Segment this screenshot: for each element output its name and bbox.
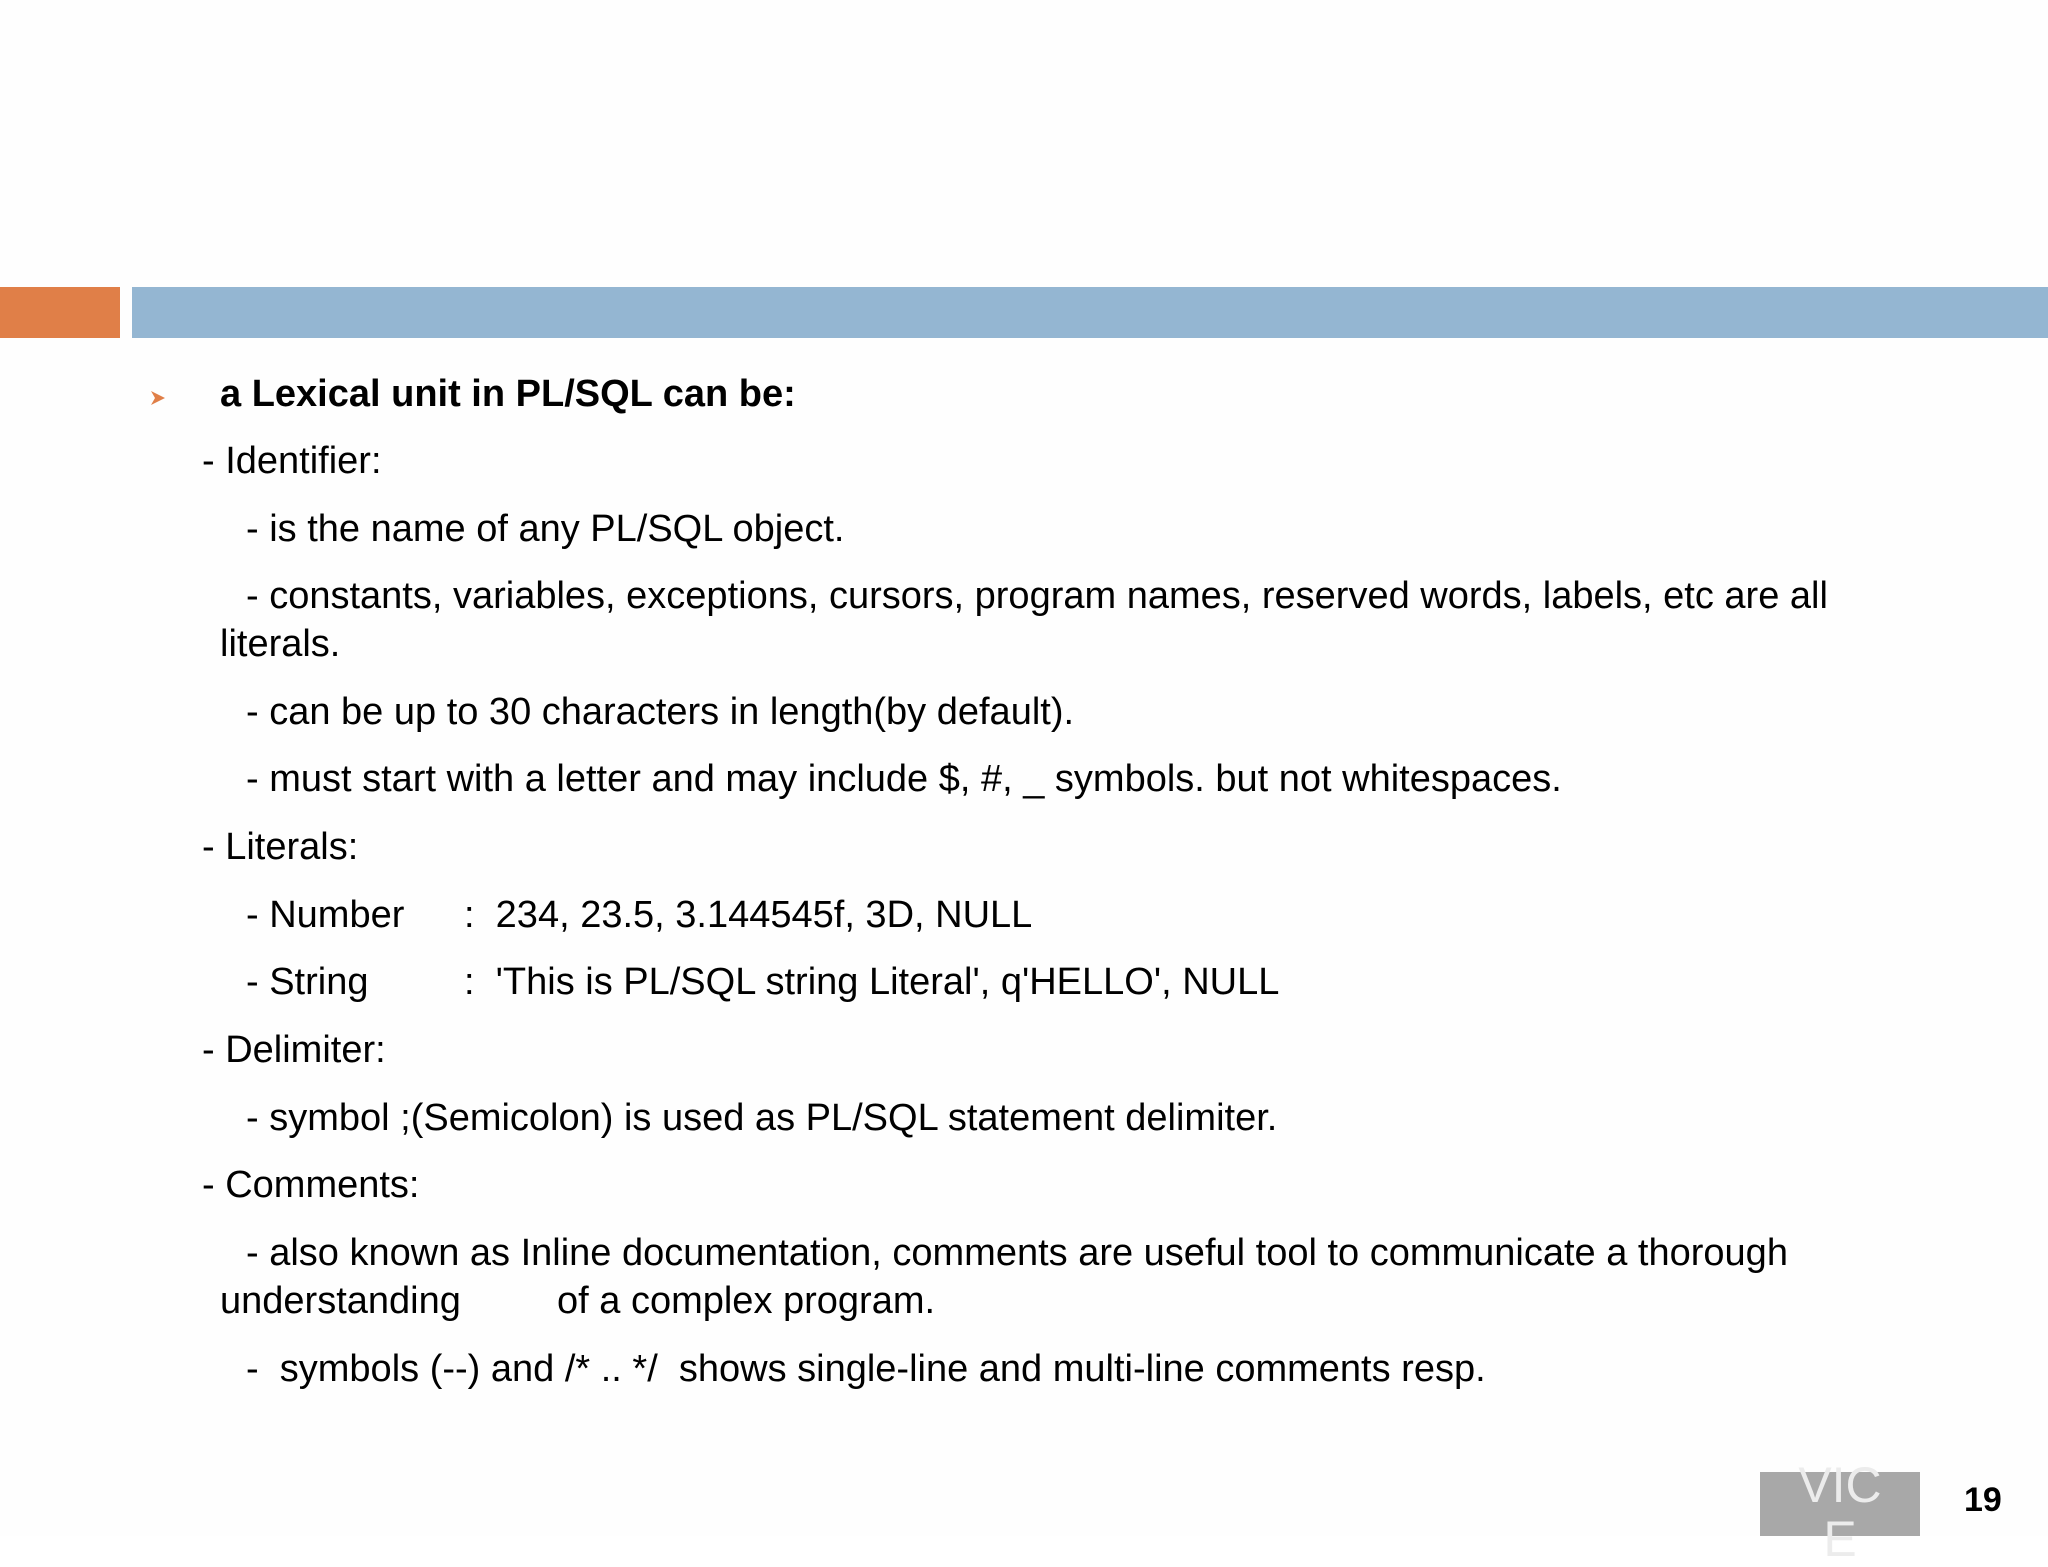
comments-point-inline-cont-b: of a complex program. bbox=[557, 1280, 936, 1322]
identifier-point-constants: - constants, variables, exceptions, cursors, program names, reserved words, labels, etc are all bbox=[246, 575, 1828, 617]
accent-bar-orange bbox=[0, 287, 120, 338]
section-literals: - Literals: bbox=[202, 826, 359, 868]
comments-point-inline-cont-a: understanding bbox=[220, 1280, 461, 1322]
section-comments: - Comments: bbox=[202, 1164, 420, 1206]
identifier-point-start: - must start with a letter and may include $, #, _ symbols. but not whitespaces. bbox=[246, 758, 1562, 800]
section-identifier: - Identifier: bbox=[202, 440, 382, 482]
page-number: 19 bbox=[1964, 1481, 2002, 1519]
footer-logo-box bbox=[1760, 1457, 1920, 1567]
identifier-point-name: - is the name of any PL/SQL object. bbox=[246, 508, 845, 550]
literal-number-value: : 234, 23.5, 3.144545f, 3D, NULL bbox=[464, 894, 1033, 936]
comments-point-symbols: - symbols (--) and /* .. */ shows single-line and multi-line comments resp. bbox=[246, 1348, 1486, 1390]
identifier-point-length: - can be up to 30 characters in length(by default). bbox=[246, 691, 1075, 733]
accent-bar-blue bbox=[132, 287, 2048, 338]
delimiter-point-symbol: - symbol ;(Semicolon) is used as PL/SQL statement delimiter. bbox=[246, 1097, 1278, 1139]
slide-heading: a Lexical unit in PL/SQL can be: bbox=[220, 373, 796, 415]
section-delimiter: - Delimiter: bbox=[202, 1029, 386, 1071]
literal-string-label: - String bbox=[246, 961, 369, 1003]
comments-point-inline: - also known as Inline documentation, comments are useful tool to communicate a thorough bbox=[246, 1232, 1788, 1274]
literal-string-value: : 'This is PL/SQL string Literal', q'HELLO', NULL bbox=[464, 961, 1280, 1003]
identifier-point-constants-cont: literals. bbox=[220, 623, 341, 665]
footer-logo-text: VIC E bbox=[1798, 1457, 1882, 1567]
arrow-bullet-icon bbox=[148, 383, 168, 413]
literal-number-label: - Number bbox=[246, 894, 405, 936]
